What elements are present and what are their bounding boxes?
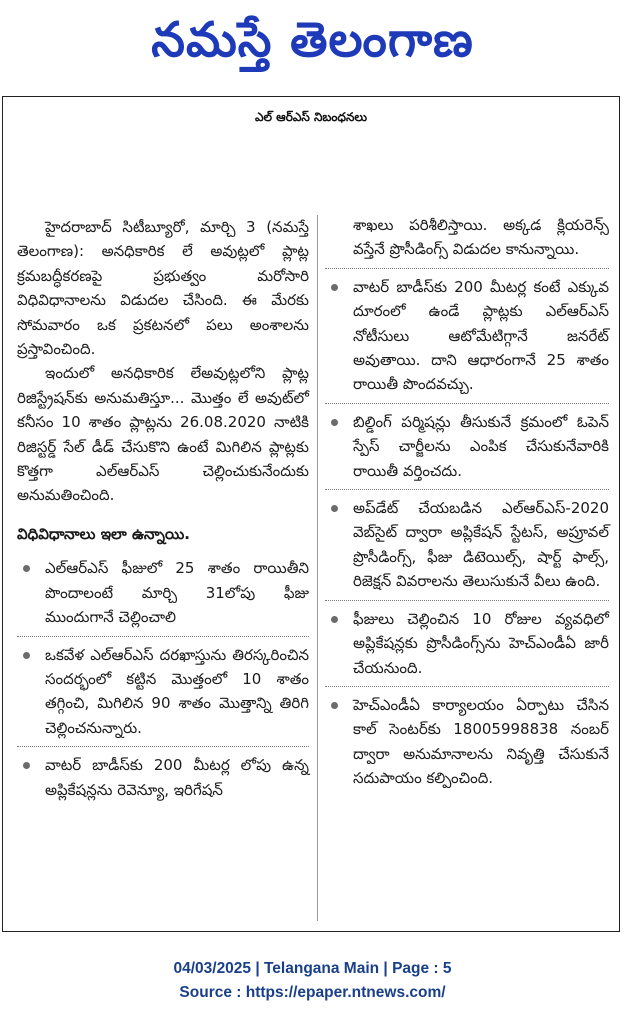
right-bullet-list <box>325 275 609 797</box>
right-column <box>325 213 609 803</box>
guidelines-subheading: విధివిధానాలు ఇలా ఉన్నాయి. <box>17 524 190 543</box>
intro-paragraph: ఇందులో అనధికారిక లేఅవుట్లలోని ప్లాట్ల రిజిస్ట్రేషన్‌కు అనుమతిస్తూ... మొత్తం లే అవుట్‌లో కనీసం 10 శాతం ప్లాట్లను 26.08.2020 నాటికి రిజిస్టర్డ్ సేల్ డీడ్ చేసుకొని ఉంటే మిగిలిన ప్లాట్లకు కొత్తగా ఎల్ఆర్ఎస్ చెల్లించుకునేందుకు అనుమతించింది. <box>17 364 309 505</box>
bullet-item: ఫీజులు చెల్లించిన 10 రోజుల వ్యవధిలో అప్లికేషన్లకు ప్రొసీడింగ్స్‌ను హెచ్ఎండీఏ జారీ చేయనుంది. <box>325 607 609 687</box>
bullet-item: ఎల్ఆర్ఎస్ ఫీజులో 25 శాతం రాయితీని పొందాలంటే మార్చి 31లోపు ఫీజు ముందుగానే చెల్లించాలి <box>17 556 309 636</box>
bullet-item: బిల్డింగ్ పర్మిషన్లు తీసుకునే క్రమంలో ఓపెన్ స్పేస్ చార్జీలను ఎంపిక చేసుకునేవారికి రాయితీ వర్తించదు. <box>325 410 609 490</box>
article-headline: ఎల్ ఆర్ఎస్ నిబంధనలు <box>254 110 368 124</box>
left-column <box>17 215 309 814</box>
masthead-logo: నమస్తే తెలంగాణ <box>151 12 474 68</box>
bullet-item: అప్‌డేట్ చేయబడిన ఎల్ఆర్ఎస్-2020 వెబ్‌సైట్ ద్వారా అప్లికేషన్ స్టేటస్, అప్రూవల్ ప్రొసీడింగ్స్, ఫీజు డిటెయిల్స్, షార్ట్ ఫాల్స్, రిజెక్షన్ వివరాలను తెలుసుకునే వీలు ఉంది. <box>325 496 609 601</box>
bullet-item: ఒకవేళ ఎల్ఆర్ఎస్ దరఖాస్తును తిరస్కరించిన సందర్భంలో కట్టిన మొత్తంలో 10 శాతం తగ్గించి, మిగిలిన 90 శాతం మొత్తాన్ని తిరిగి చెల్లించనున్నారు. <box>17 643 309 748</box>
intro-paragraph: హైదరాబాద్ సిటీబ్యూరో, మార్చి 3 (నమస్తే తెలంగాణ): అనధికారిక లే అవుట్లలో ప్లాట్ల క్రమబద్ధీకరణపై ప్రభుత్వం మరోసారి విధివిధానాలను విడుదల చేసింది. ఈ మేరకు సోమవారం ఒక ప్రకటనలో పలు అంశాలను ప్రస్తావించింది. <box>17 218 309 359</box>
bullet-item: వాటర్ బాడీస్‌కు 200 మీటర్ల కంటే ఎక్కువ దూరంలో ఉండే ప్లాట్లకు ఎల్ఆర్ఎస్ నోటీసులు ఆటోమేటిగ్గానే జనరేట్ అవుతాయి. దాని ఆధారంగానే 25 శాతం రాయితీ పొందవచ్చు. <box>325 275 609 404</box>
footer-source-link[interactable]: Source : https://epaper.ntnews.com/ <box>179 984 446 1001</box>
column-divider <box>317 215 318 921</box>
newspaper-masthead <box>0 0 625 92</box>
bullet-item: వాటర్ బాడీస్‌కు 200 మీటర్ల లోపు ఉన్న అప్లికేషన్లను రెవెన్యూ, ఇరిగేషన్ <box>17 753 309 808</box>
left-bullet-list <box>17 556 309 808</box>
bullet-item: హెచ్ఎండీఏ కార్యాలయం ఏర్పాటు చేసిన కాల్ సెంటర్‌కు 18005998838 నంబర్ ద్వారా అనుమానాలను నివృత్తి చేసుకునే సదుపాయం కల్పించింది. <box>325 693 609 797</box>
continued-text: శాఖలు పరిశీలిస్తాయి. అక్కడ క్లియరెన్స్ వస్తేనే ప్రొసీడింగ్స్ విడుదల కానున్నాయి. <box>325 213 609 269</box>
article-clipping <box>2 96 620 932</box>
footer-date-page: 04/03/2025 | Telangana Main | Page : 5 <box>173 960 452 977</box>
